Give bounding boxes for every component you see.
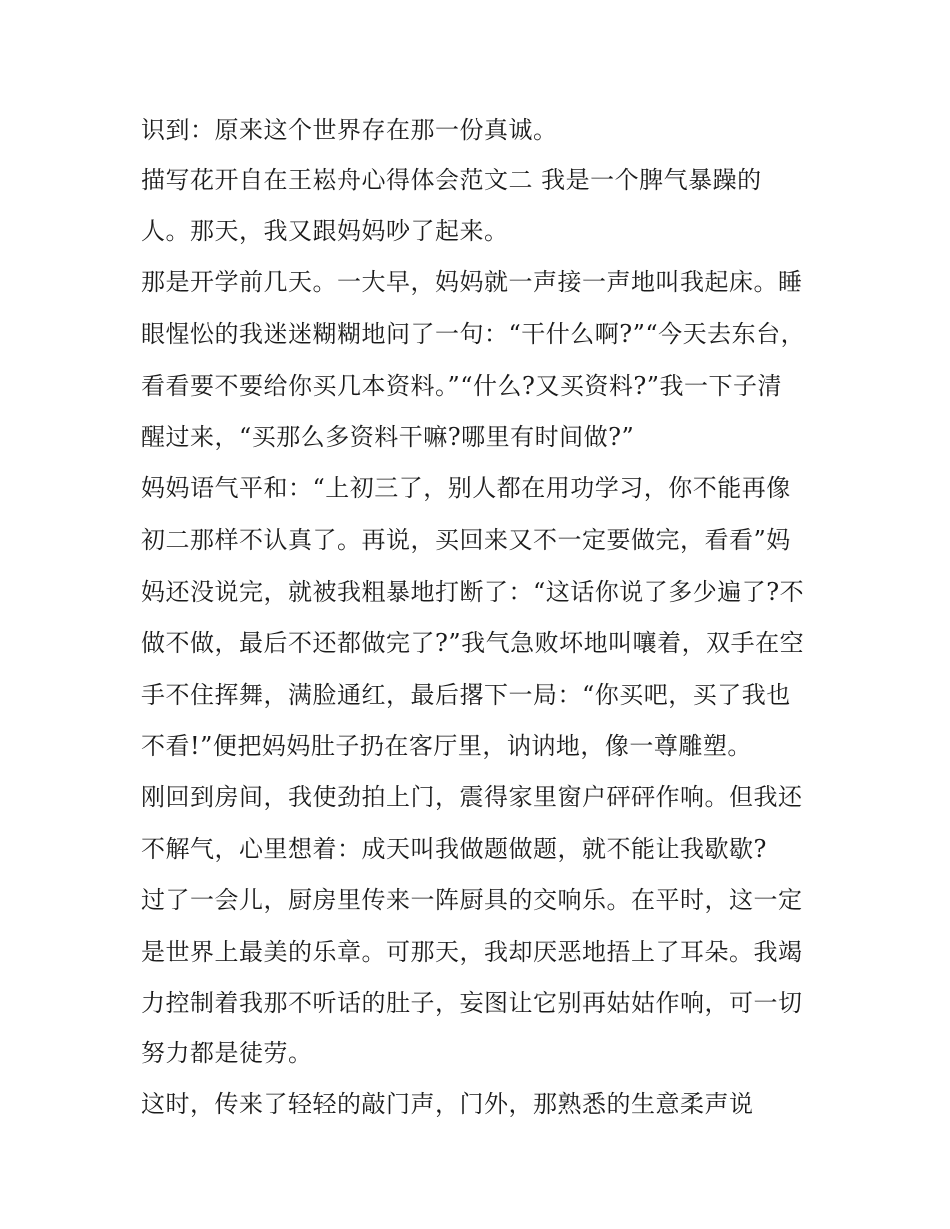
text-line: 初二那样不认真了。再说，买回来又不一定要做完，看看”妈 (141, 526, 791, 554)
text-line: 妈妈语气平和：“上初三了，别人都在用功学习，你不能再像 (141, 474, 791, 502)
text-line: 人。那天，我又跟妈妈吵了起来。 (141, 217, 509, 245)
text-line: 不解气，心里想着：成天叫我做题做题，就不能让我歇歇? (141, 835, 767, 863)
text-line: 描写花开自在王崧舟心得体会范文二 我是一个脾气暴躁的 (141, 166, 762, 194)
text-line: 醒过来，“买那么多资料干嘛?哪里有时间做?” (141, 423, 635, 451)
text-line: 识到：原来这个世界存在那一份真诚。 (141, 116, 558, 144)
text-line: 是世界上最美的乐章。可那天，我却厌恶地捂上了耳朵。我竭 (141, 938, 803, 966)
text-line: 过了一会儿，厨房里传来一阵厨具的交响乐。在平时，这一定 (141, 886, 803, 914)
text-line: 那是开学前几天。一大早，妈妈就一声接一声地叫我起床。睡 (141, 268, 803, 296)
text-line: 努力都是徒劳。 (141, 1039, 313, 1067)
text-line: 刚回到房间，我使劲拍上门，震得家里窗户砰砰作响。但我还 (141, 783, 803, 811)
text-line: 看看要不要给你买几本资料。”“什么?又买资料?”我一下子清 (141, 372, 783, 400)
text-line: 手不住挥舞，满脸通红，最后撂下一局：“你买吧，买了我也 (141, 681, 791, 709)
text-line: 做不做，最后不还都做完了?”我气急败坏地叫嚷着，双手在空 (141, 629, 805, 657)
text-line: 力控制着我那不听话的肚子，妄图让它别再姑姑作响，可一切 (141, 989, 803, 1017)
text-line: 不看!”便把妈妈肚子扔在客厅里，讷讷地，像一尊雕塑。 (141, 732, 752, 760)
text-line: 这时，传来了轻轻的敲门声，门外，那熟悉的生意柔声说 (141, 1090, 754, 1118)
text-line: 眼惺忪的我迷迷糊糊地问了一句：“干什么啊?”“今天去东台， (141, 320, 806, 348)
text-line: 妈还没说完，就被我粗暴地打断了：“这话你说了多少遍了?不 (141, 578, 805, 606)
